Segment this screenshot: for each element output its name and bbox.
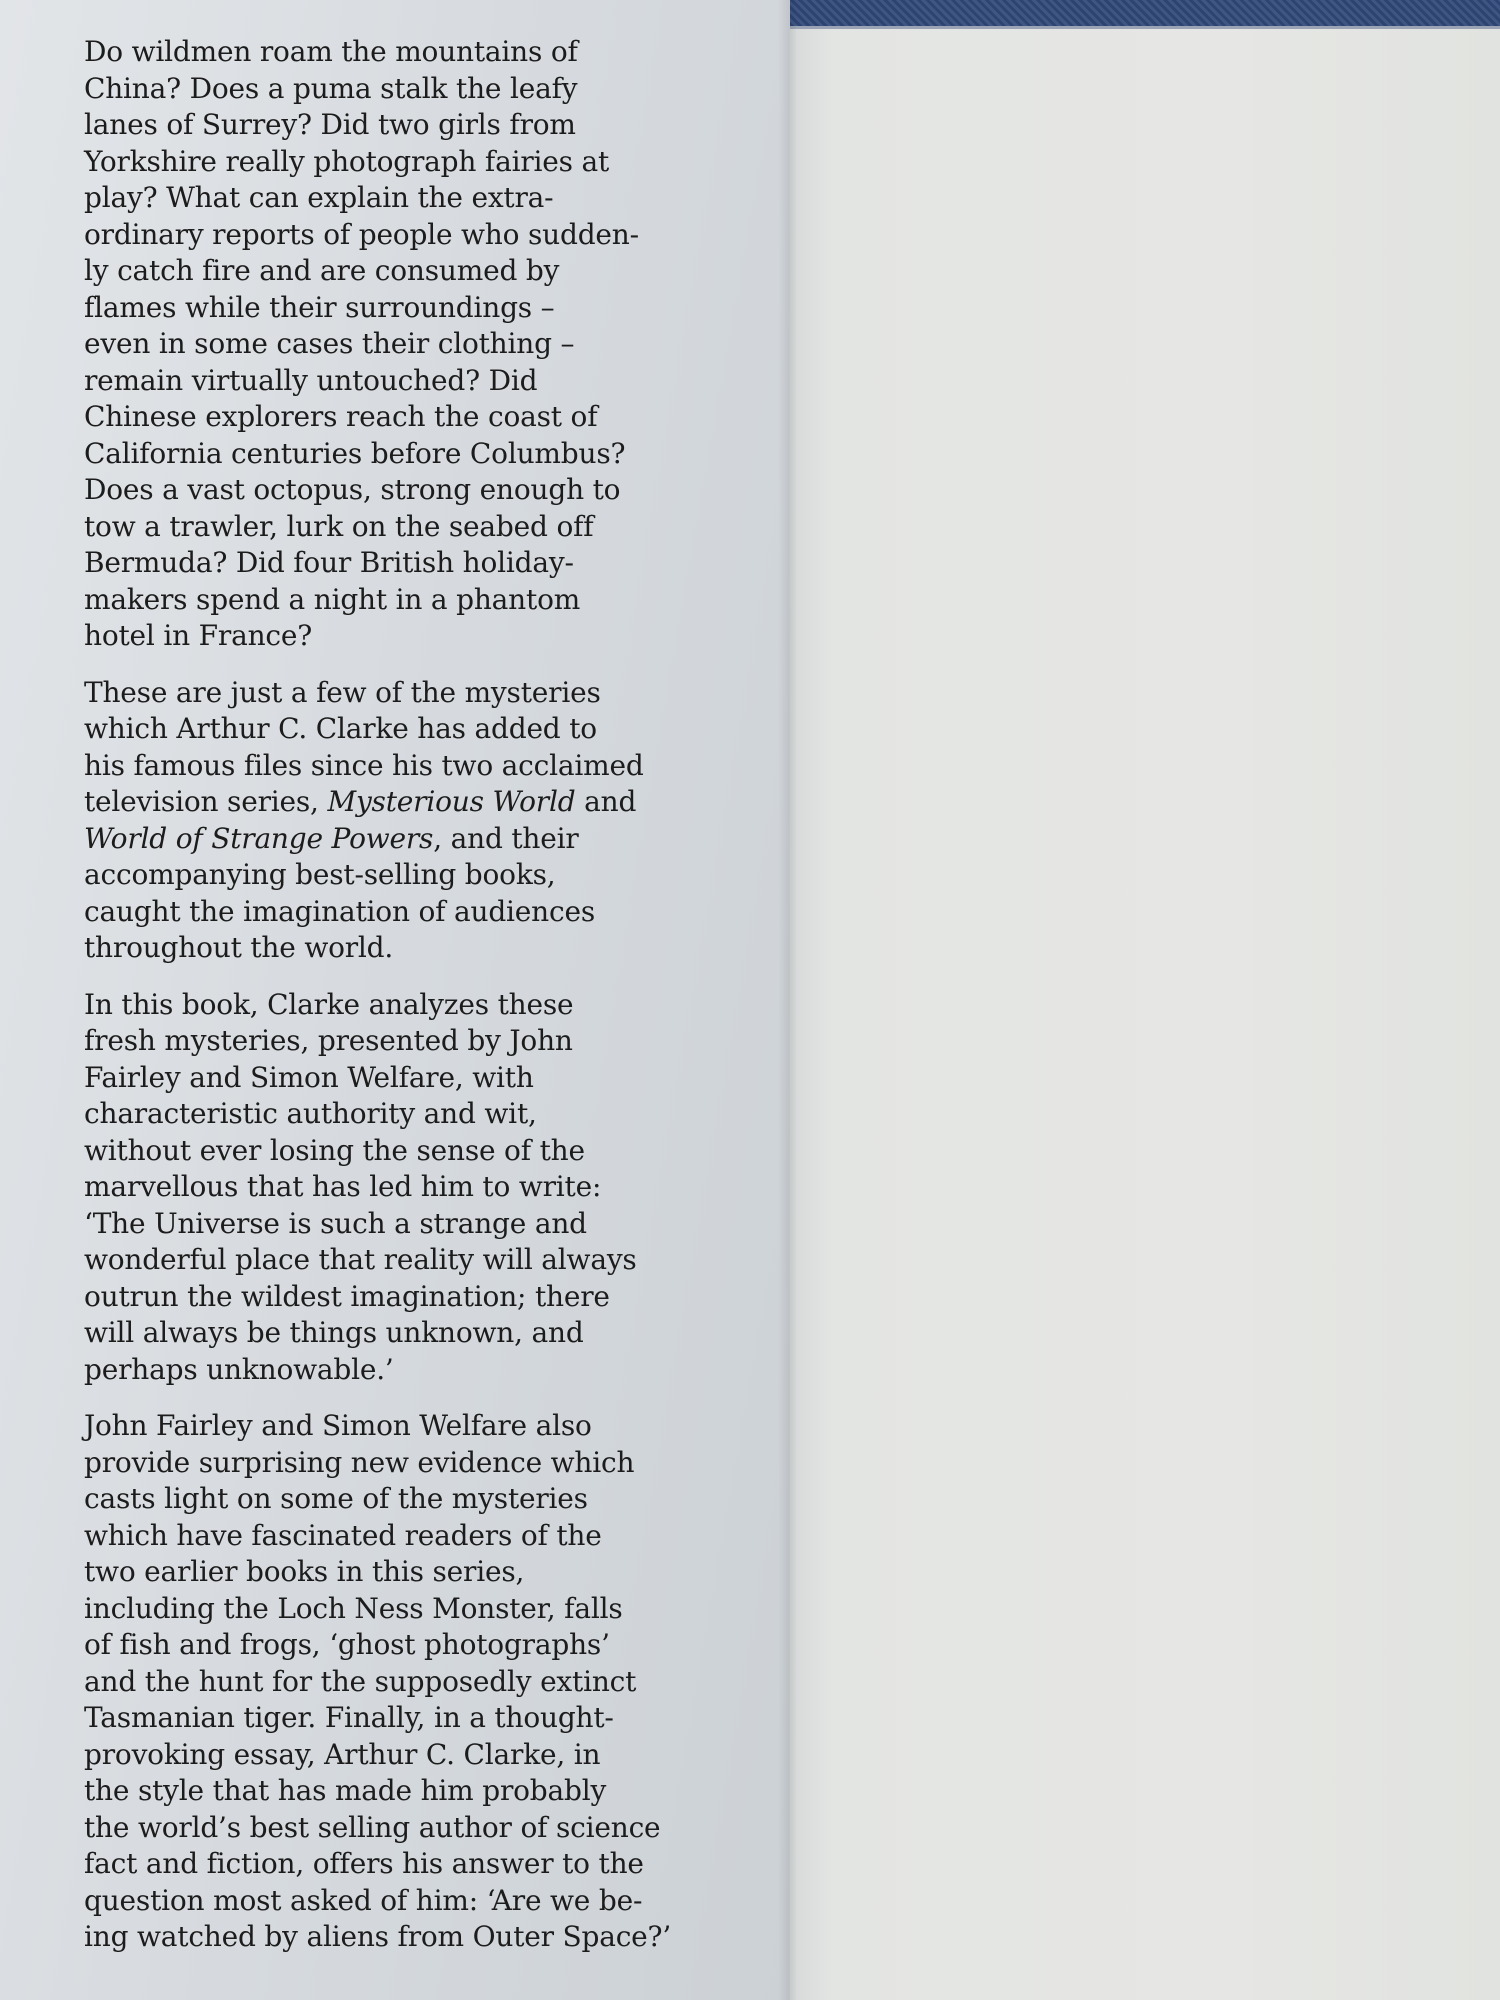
italic-title: World of Strange Powers	[84, 821, 434, 855]
blurb-text: These are just a few of the mysteries which Arthur C. Clarke has added to his famous files since his two acclaimed television series,	[84, 675, 644, 818]
blurb-text: Do wildmen roam the mountains of China? Does a puma stalk the leafy lanes of Surrey? Did two girls from Yorkshire really photograph fairies at play? What can explain the extra- ordinary reports of people who sudden- ly catch fire and are consumed by flames while their surroundings – even in some cases their clothing – remain virtually untouched? Did Chinese explorers reach the coast of California centuries before Columbus? Does a vast octopus, strong enough to tow a trawler, lurk on the seabed off Bermuda? Did four British holiday- makers spend a night in a phantom hotel in France?	[84, 35, 639, 652]
blurb-paragraph-2	[84, 675, 704, 967]
italic-title: Mysterious World	[327, 785, 576, 818]
blurb-text: and	[584, 785, 637, 818]
flap-edge-shadow	[778, 0, 796, 2000]
cloth-binding-edge	[790, 0, 1500, 26]
blurb-text: In this book, Clarke analyzes these fresh mysteries, presented by John Fairley and Simon Welfare, with characteristic authority and wit, without ever losing the sense of the marvellous that has led him to write: ‘The Universe is such a strange and wonderful place that reality will always outrun the wildest imagination; there will always be things unknown, and perhaps unknowable.’	[84, 987, 637, 1386]
cover-board	[790, 0, 1500, 2000]
blurb-text: John Fairley and Simon Welfare also provide surprising new evidence which casts light on some of the mysteries which have fascinated readers of the two earlier books in this series, including the Loch Ness Monster, falls of fish and frogs, ‘ghost photographs’ and the hunt for the supposedly extinct Tasmanian tiger. Finally, in a thought- provoking essay, Arthur C. Clarke, in the style that has made him probably the world’s best selling author of science fact and fiction, offers his answer to the question most asked of him: ‘Are we be- ing watched by aliens from Outer Space?’	[84, 1409, 672, 1953]
blurb-text: , and their accompanying best-selling books, caught the imagination of audiences throughout the world.	[84, 821, 596, 964]
blurb-paragraph-3	[84, 987, 704, 1389]
blurb-paragraph-1	[84, 34, 704, 655]
blurb-paragraph-4	[84, 1408, 704, 1956]
flap-blurb	[84, 34, 704, 1976]
